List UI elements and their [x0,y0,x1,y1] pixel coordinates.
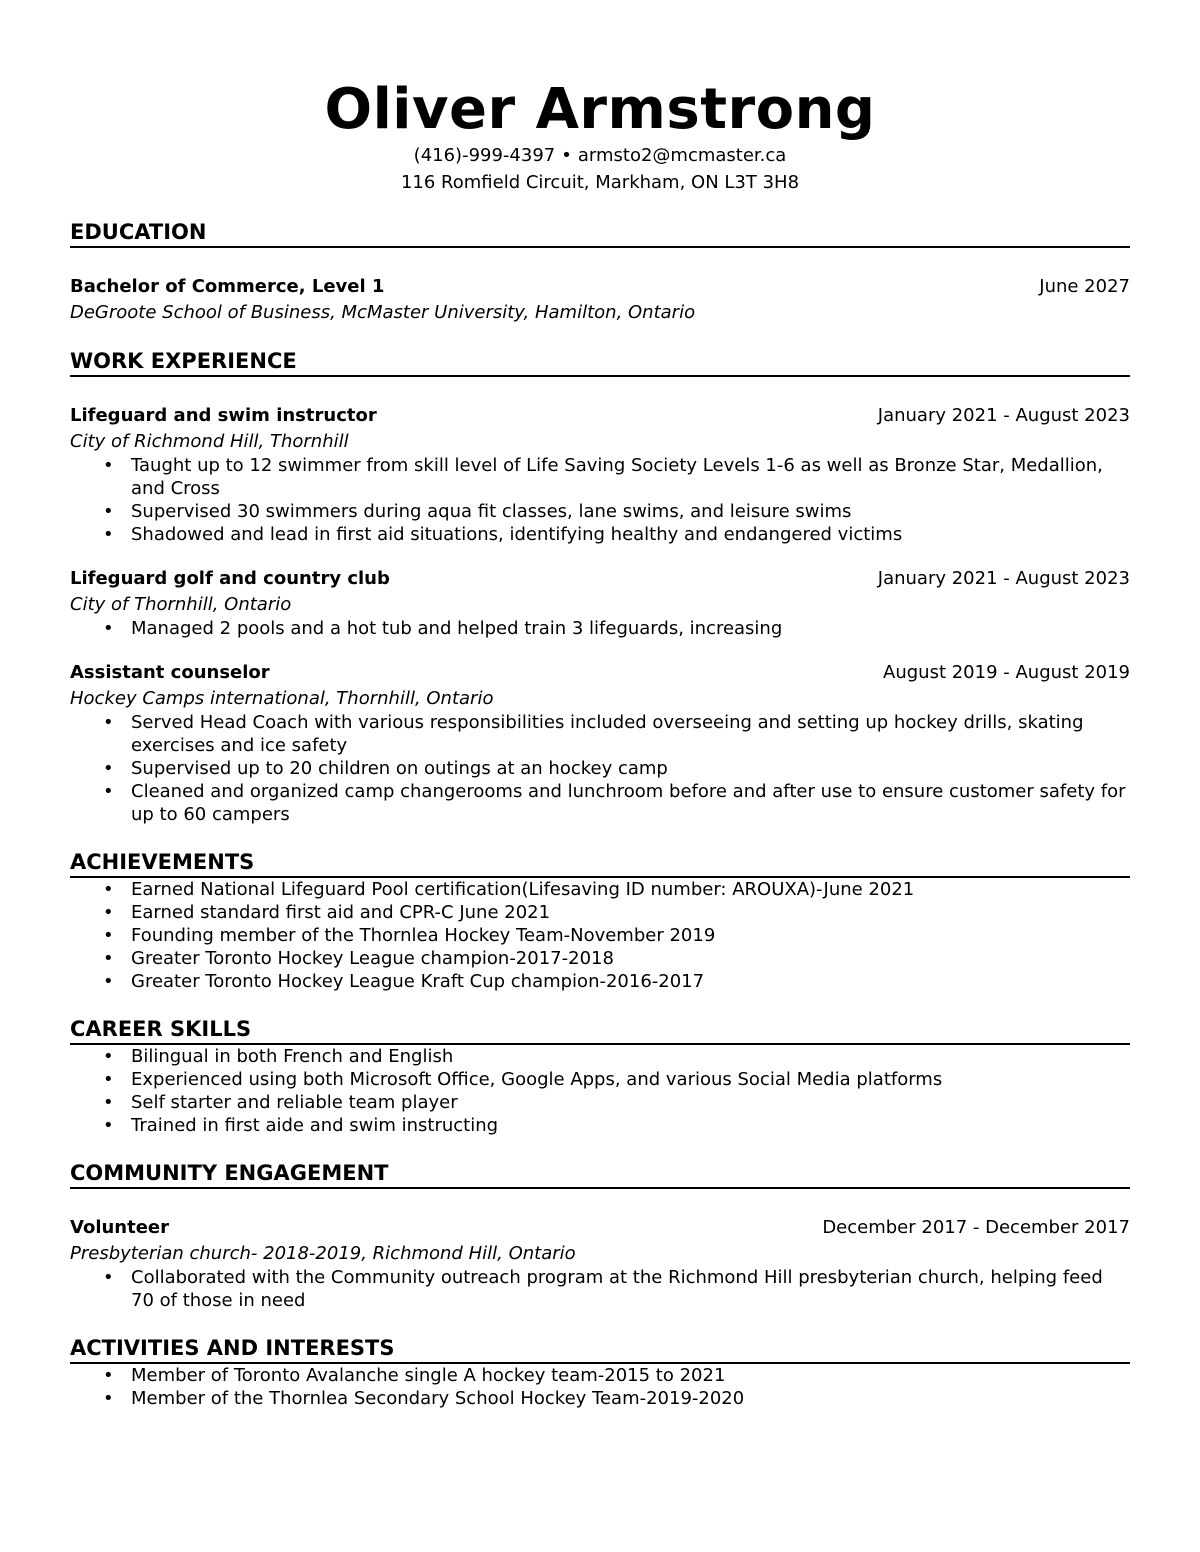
activities-heading: ACTIVITIES AND INTERESTS [70,1334,1130,1364]
career-skills-section [70,1015,1130,1137]
entry-title: Lifeguard and swim instructor [70,405,377,426]
mailing-address: 116 Romfield Circuit, Markham, ON L3T 3H8 [400,172,800,193]
entry-title: Volunteer [70,1217,170,1238]
work-entry [70,566,1130,640]
work-experience-section [70,347,1130,826]
bullet-item: • Earned National Lifeguard Pool certification(Lifesaving ID number: AROUXA)-June 2021 [131,878,1130,901]
achievements-heading: ACHIEVEMENTS [70,848,1130,878]
work-experience-heading: WORK EXPERIENCE [70,347,1130,377]
entry-date: December 2017 - December 2017 [822,1217,1130,1238]
bullet-item: • Greater Toronto Hockey League Kraft Cup champion-2016-2017 [131,970,1130,993]
entry-date: January 2021 - August 2023 [877,405,1130,426]
bullet-item: • Experienced using both Microsoft Office, Google Apps, and various Social Media platforms [131,1068,1130,1091]
activities-section [70,1334,1130,1410]
education-entry [70,274,1130,325]
work-entry [70,403,1130,546]
achievements-section [70,848,1130,993]
entry-organization: City of Thornhill, Ontario [70,594,292,615]
entry-date: January 2021 - August 2023 [877,568,1130,589]
work-entry [70,660,1130,826]
community-engagement-heading: COMMUNITY ENGAGEMENT [70,1159,1130,1189]
entry-organization: Presbyterian church- 2018-2019, Richmond Hill, Ontario [70,1243,576,1264]
bullet-item: • Earned standard first aid and CPR-C June 2021 [131,901,1130,924]
community-entry [70,1215,1130,1312]
resume-page [70,78,1130,1410]
contact-line [70,142,1130,169]
career-skills-heading: CAREER SKILLS [70,1015,1130,1045]
bullet-item: • Managed 2 pools and a hot tub and helped train 3 lifeguards, increasing [131,617,1130,640]
bullet-item: • Taught up to 12 swimmer from skill level of Life Saving Society Levels 1-6 as well as Bronze Star, Medallion, and Cross [131,454,1130,500]
bullet-item: • Member of the Thornlea Secondary School Hockey Team-2019-2020 [131,1387,1130,1410]
education-heading: EDUCATION [70,218,1130,248]
bullet-item: • Served Head Coach with various responsibilities included overseeing and setting up hockey drills, skating exercises and ice safety [131,711,1130,757]
entry-organization: Hockey Camps international, Thornhill, Ontario [70,688,494,709]
phone-number: (416)-999-4397 [413,145,556,166]
bullet-item: • Founding member of the Thornlea Hockey Team-November 2019 [131,924,1130,947]
bullet-item: • Cleaned and organized camp changerooms and lunchroom before and after use to ensure customer safety for up to 60 campers [131,780,1130,826]
bullet-item: • Supervised up to 20 children on outings at an hockey camp [131,757,1130,780]
entry-organization: City of Richmond Hill, Thornhill [70,431,349,452]
bullet-item: • Self starter and reliable team player [131,1091,1130,1114]
bullet-item: • Supervised 30 swimmers during aqua fit classes, lane swims, and leisure swims [131,500,1130,523]
community-engagement-section [70,1159,1130,1312]
entry-organization: DeGroote School of Business, McMaster University, Hamilton, Ontario [70,302,696,323]
bullet-item: • Shadowed and lead in first aid situations, identifying healthy and endangered victims [131,523,1130,546]
bullet-item: • Collaborated with the Community outreach program at the Richmond Hill presbyterian church, helping feed 70 of those in need [131,1266,1130,1312]
bullet-item: • Trained in first aide and swim instructing [131,1114,1130,1137]
entry-title: Bachelor of Commerce, Level 1 [70,276,385,297]
entry-date: August 2019 - August 2019 [883,662,1130,683]
email-address: armsto2@mcmaster.ca [577,145,787,166]
entry-title: Assistant counselor [70,662,270,683]
education-section [70,218,1130,325]
bullet-item: • Bilingual in both French and English [131,1045,1130,1068]
entry-title: Lifeguard golf and country club [70,568,390,589]
bullet-item: • Greater Toronto Hockey League champion-2017-2018 [131,947,1130,970]
bullet-item: • Member of Toronto Avalanche single A hockey team-2015 to 2021 [131,1364,1130,1387]
candidate-name: Oliver Armstrong [324,77,876,142]
entry-date: June 2027 [1039,276,1130,297]
contact-separator: • [561,145,572,166]
